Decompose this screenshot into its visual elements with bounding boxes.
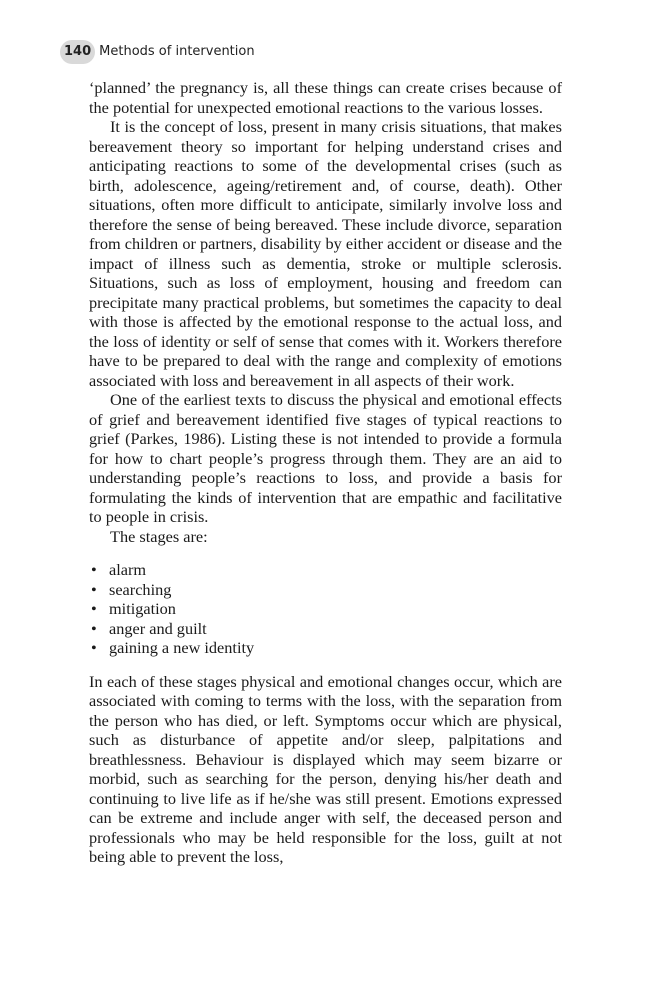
bullet-icon: • <box>91 638 97 657</box>
paragraph-continuation: ‘planned’ the pregnancy is, all these things can create crises because of the potential for unexpected emotional reactions to the various losses. <box>89 78 562 117</box>
stage-label: gaining a new identity <box>109 638 255 657</box>
paragraph-stages-intro: The stages are: <box>110 526 208 546</box>
running-title: Methods of intervention <box>99 44 255 59</box>
paragraph-grief-stages: One of the earliest texts to discuss the physical and emotional effects of grief and bereavement identified five stages of typical reactions to grief (Parkes, 1986). Listing these is not intended to provide a formula for how to chart people’s progress through them. They are an aid to understanding people’s reactions to loss, and provide a basis for formulating the kinds of intervention that are empathic and facilitative to people in crisis. <box>89 390 562 526</box>
paragraph-loss-concept: It is the concept of loss, present in many crisis situations, that makes bereavement theory so important for helping understand crises and anticipating reactions to some of the developmental crises (such as birth, adolescence, ageing/retirement and, of course, death). Other situations, often more difficult to anticipate, similarly involve loss and therefore the sense of being bereaved. These include divorce, separation from children or partners, disability by either accident or disease and the impact of illness such as dementia, stroke or multiple sclerosis. Situations, such as loss of employment, housing and freedom can precipitate many practical problems, but sometimes the capacity to deal with those is affected by the emotional response to the actual loss, and the loss of identity or self of sense that comes with it. Workers therefore have to be prepared to deal with the range and complexity of emotions associated with loss and bereavement in all aspects of their work. <box>89 117 562 390</box>
bullet-icon: • <box>91 599 97 618</box>
stage-label: searching <box>109 579 172 599</box>
page-number: 140 <box>60 40 95 64</box>
list-item <box>89 638 562 658</box>
list-item <box>89 619 562 639</box>
running-head <box>60 40 255 64</box>
list-item <box>89 560 562 580</box>
body-text <box>89 78 562 867</box>
stage-label: anger and guilt <box>109 618 207 638</box>
stage-label: mitigation <box>109 599 176 618</box>
list-item <box>89 580 562 600</box>
bullet-icon: • <box>91 560 97 579</box>
stage-label: alarm <box>109 560 147 579</box>
list-item <box>89 599 562 619</box>
stages-list <box>89 560 562 658</box>
bullet-icon: • <box>91 618 97 638</box>
bullet-icon: • <box>91 579 97 599</box>
paragraph-stage-changes: In each of these stages physical and emotional changes occur, which are associated with coming to terms with the loss, with the separation from the person who has died, or left. Symptoms occur which are physical, such as disturbance of appetite and/or sleep, palpitations and breathlessness. Behaviour is displayed which may seem bizarre or morbid, such as searching for the person, denying his/her death and continuing to live life as if he/she was still present. Emotions expressed can be extreme and include anger with self, the deceased person and professionals who may be held responsible for the loss, guilt at not being able to prevent the loss, <box>89 671 562 866</box>
